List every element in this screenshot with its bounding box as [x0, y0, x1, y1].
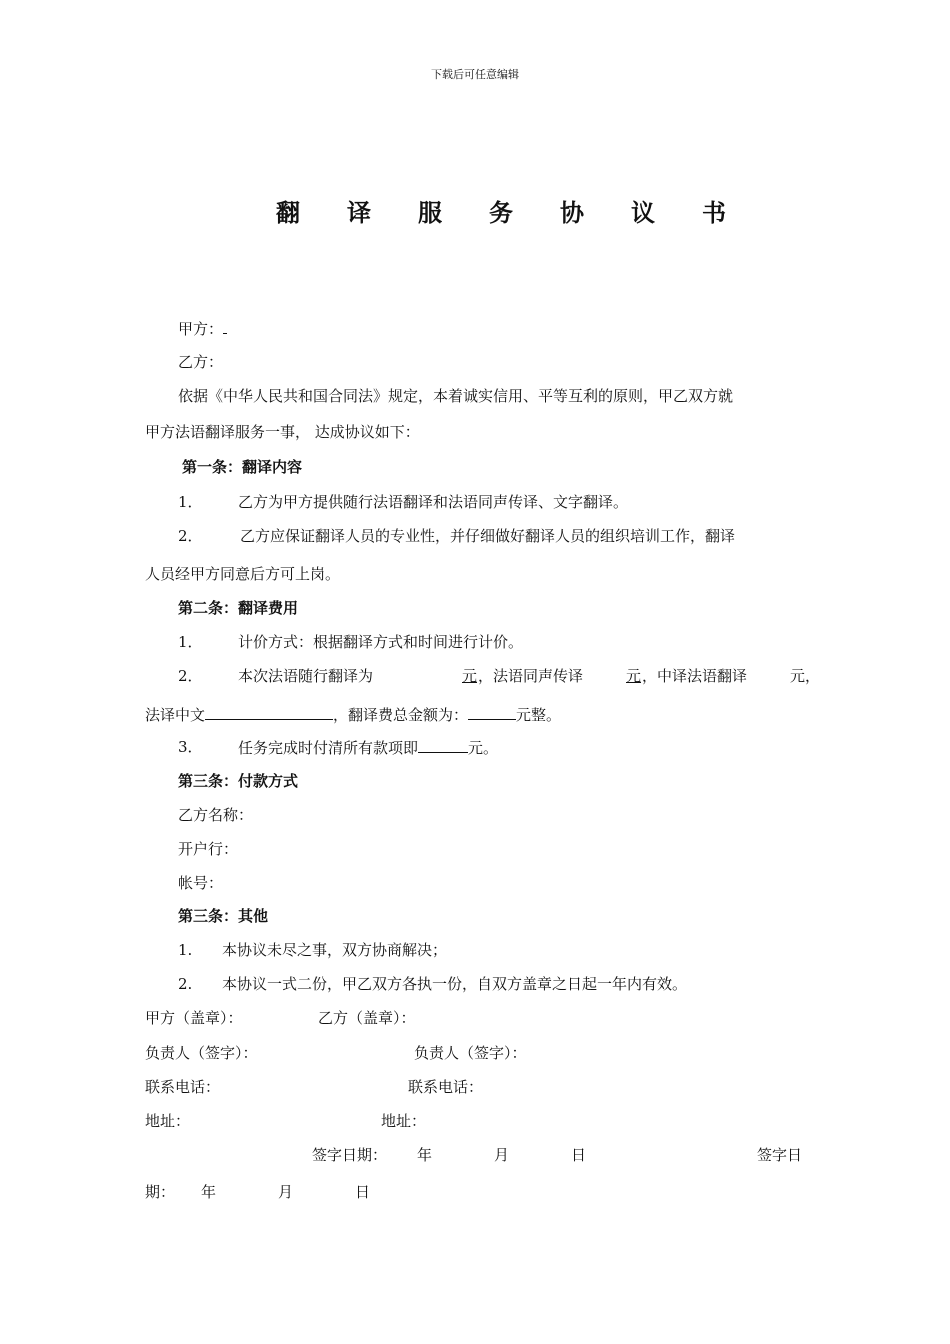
article1-item1-num: 1． [178, 493, 203, 511]
article2-yuan-1: 元 [462, 667, 478, 685]
account-label: 帐号： [178, 874, 224, 892]
intro-line-1: 依据《中华人民共和国合同法》规定，本着诚实信用、平等互利的原则，甲乙双方就 [178, 387, 734, 405]
sign-date-year-a: 年 [417, 1146, 433, 1164]
title-char: 议 [631, 198, 655, 227]
party-a-rep-label: 负责人（签字）： [145, 1044, 258, 1062]
article3-heading: 第三条：付款方式 [178, 772, 299, 790]
article2-item3-text: 任务完成时付清所有款项即 [238, 739, 419, 757]
party-a-phone-label: 联系电话： [145, 1078, 221, 1096]
bank-label: 开户行： [178, 840, 239, 858]
article2-item1-num: 1． [178, 633, 203, 651]
party-a-address-label: 地址： [145, 1112, 191, 1130]
article2-cont-a: 法译中文 [145, 706, 206, 724]
article2-heading: 第二条：翻译费用 [178, 599, 299, 617]
title-char: 书 [702, 198, 726, 227]
intro-line-2: 甲方法语翻译服务一事， 达成协议如下： [145, 423, 420, 441]
party-a-seal-label: 甲方（盖章）： [145, 1009, 243, 1027]
payee-name-label: 乙方名称： [178, 806, 254, 824]
article2-item2-c: ，中译法语翻译 [642, 667, 748, 685]
article2-item2-continued [145, 704, 561, 725]
title-char: 服 [418, 198, 442, 227]
page-header: 下载后可任意编辑 [431, 68, 519, 81]
article2-cont-b: ，翻译费总金额为： [333, 706, 469, 724]
party-b-seal-label: 乙方（盖章）： [318, 1009, 416, 1027]
article4-heading: 第三条：其他 [178, 907, 269, 925]
article2-item3-line [238, 737, 498, 758]
article1-heading: 第一条：翻译内容 [182, 458, 303, 476]
article2-cont-c: 元整。 [516, 706, 562, 724]
title-char: 务 [489, 198, 513, 227]
sign-date-year-b: 年 [201, 1183, 217, 1201]
title-char: 协 [560, 198, 584, 227]
party-a-line [178, 318, 227, 339]
party-b-address-label: 地址： [381, 1112, 427, 1130]
sign-date-day-b: 日 [355, 1183, 371, 1201]
article2-item2-a: 本次法语随行翻译为 [238, 667, 374, 685]
total-fee-blank [468, 704, 516, 720]
article1-item2-num: 2． [178, 527, 203, 545]
sign-date-month-a: 月 [494, 1146, 510, 1164]
sign-date-label-b: 签字日 [757, 1146, 803, 1164]
party-b-label: 乙方： [178, 353, 224, 371]
title-char: 翻 [276, 198, 300, 227]
party-b-phone-label: 联系电话： [408, 1078, 484, 1096]
title-char: 译 [347, 198, 371, 227]
party-a-label: 甲方： [178, 320, 224, 338]
article4-item1-num: 1. [178, 941, 193, 959]
article2-item2-b: ，法语同声传译 [478, 667, 584, 685]
article1-item1-text: 乙方为甲方提供随行法语翻译和法语同声传译、文字翻译。 [238, 493, 629, 511]
article4-item1-text: 本协议未尽之事，双方协商解决； [222, 941, 448, 959]
article2-item2-num: 2． [178, 667, 203, 685]
article2-item1-text: 计价方式：根据翻译方式和时间进行计价。 [238, 633, 524, 651]
article2-item2-d: 元， [790, 667, 821, 685]
sign-date-day-a: 日 [571, 1146, 587, 1164]
article4-item2-num: 2. [178, 975, 193, 993]
payment-blank [418, 737, 468, 753]
article2-yuan-2: 元 [626, 667, 642, 685]
article1-item2-text: 乙方应保证翻译人员的专业性，并仔细做好翻译人员的组织培训工作，翻译 [240, 527, 736, 545]
article2-item3-end: 元。 [468, 739, 499, 757]
article2-item3-num: 3． [178, 738, 203, 756]
translation-fee-blank [205, 704, 333, 720]
sign-date-label-a: 签字日期： [312, 1146, 388, 1164]
article4-item2-text: 本协议一式二份，甲乙双方各执一份，自双方盖章之日起一年内有效。 [222, 975, 688, 993]
party-b-rep-label: 负责人（签字）： [414, 1044, 527, 1062]
article1-item2-continued: 人员经甲方同意后方可上岗。 [145, 565, 341, 583]
sign-date-month-b: 月 [278, 1183, 294, 1201]
sign-date-label-b-cont: 期： [145, 1183, 176, 1201]
